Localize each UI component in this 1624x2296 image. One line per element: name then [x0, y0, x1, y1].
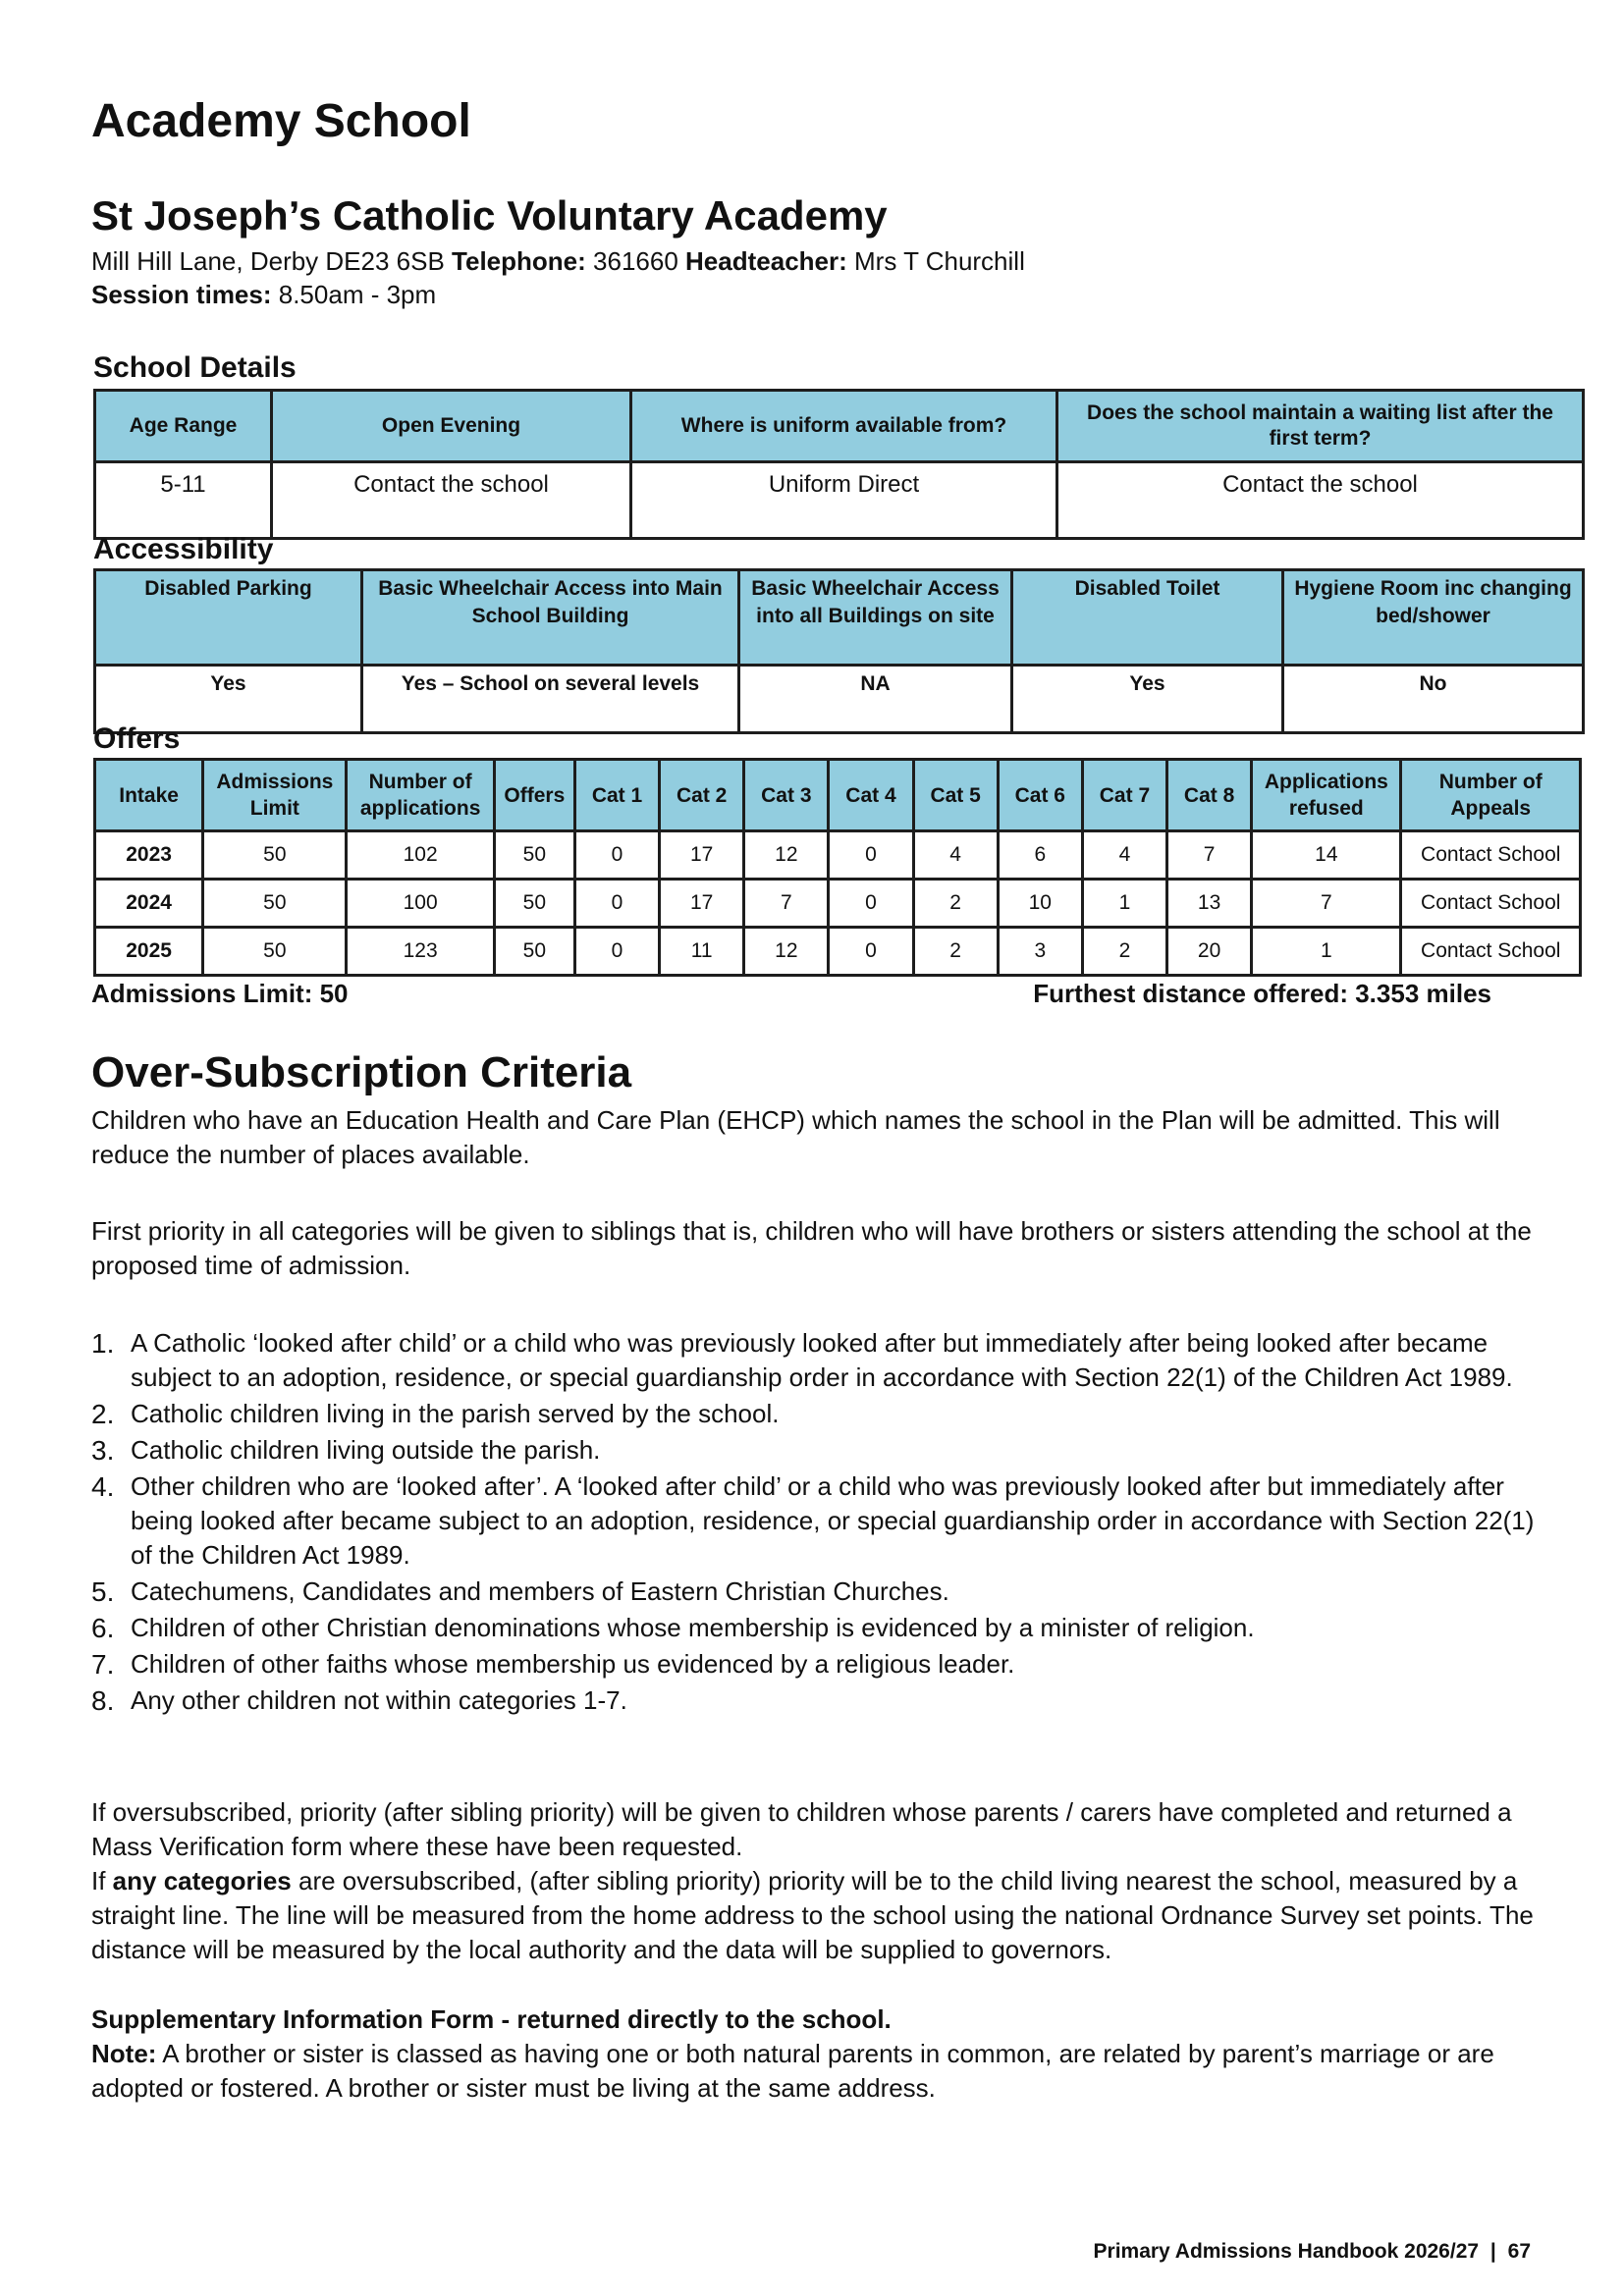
page-number: 67 — [1507, 2240, 1531, 2263]
header-cell: Basic Wheelchair Access into Main School Building — [362, 570, 739, 666]
list-item-text: Children of other faiths whose membership us evidenced by a religious leader. — [131, 1649, 1015, 1679]
list-item-text: Other children who are ‘looked after’. A ‘looked after child’ or a child who was previously looked after but immediately after being looked after became subject to an adoption, residence, or special guardianship order in accordance with Section 22(1) of the Children Act 1989. — [131, 1471, 1535, 1570]
table-cell: 3 — [998, 928, 1082, 976]
table-cell: 20 — [1167, 928, 1252, 976]
telephone-label: Telephone: — [452, 246, 586, 276]
table-row — [95, 928, 1581, 976]
header-cell: Disabled Parking — [95, 570, 362, 666]
table-cell: 2 — [913, 880, 998, 928]
header-cell: Cat 2 — [660, 760, 744, 831]
table-cell: 0 — [574, 831, 659, 880]
table-cell: 2 — [913, 928, 998, 976]
school-details-table — [93, 389, 1585, 540]
table-cell: Contact School — [1401, 928, 1581, 976]
table-cell: 0 — [829, 928, 913, 976]
list-item-text: Any other children not within categories 1-7. — [131, 1685, 627, 1715]
session-line — [91, 279, 436, 310]
sibling-note — [91, 2037, 1535, 2106]
list-item — [91, 1647, 1535, 1682]
distance-rule-bold: any categories — [112, 1866, 292, 1896]
header-cell: Hygiene Room inc changing bed/shower — [1283, 570, 1584, 666]
table-cell: 50 — [494, 831, 574, 880]
header-cell: Cat 4 — [829, 760, 913, 831]
table-cell: 10 — [998, 880, 1082, 928]
header-cell: Applications refused — [1252, 760, 1401, 831]
table-cell: 0 — [829, 831, 913, 880]
mass-verification-text: If oversubscribed, priority (after sibling priority) will be given to children whose parents / carers have completed and returned a Mass Verification form where these have been requested. — [91, 1797, 1512, 1861]
header-cell: Number of Appeals — [1401, 760, 1581, 831]
table-cell: 50 — [494, 880, 574, 928]
header-cell: Cat 6 — [998, 760, 1082, 831]
table-cell: 14 — [1252, 831, 1401, 880]
list-item — [91, 1683, 1535, 1718]
header-cell: Where is uniform available from? — [631, 391, 1057, 462]
list-item-number: 6. — [91, 1613, 115, 1643]
table-cell: 7 — [1252, 880, 1401, 928]
table-cell: 11 — [660, 928, 744, 976]
list-item-text: Catholic children living in the parish served by the school. — [131, 1399, 780, 1428]
school-details-heading: School Details — [93, 351, 297, 384]
session-value: 8.50am - 3pm — [278, 280, 437, 309]
headteacher-value: Mrs T Churchill — [854, 246, 1025, 276]
criteria-intro-siblings: First priority in all categories will be given to siblings that is, children who will have brothers or sisters attending the school at the proposed time of admission. — [91, 1216, 1532, 1280]
list-item-number: 5. — [91, 1576, 115, 1607]
handbook-title: Primary Admissions Handbook 2026/27 — [1093, 2240, 1480, 2263]
table-cell: 0 — [574, 880, 659, 928]
table-cell: 50 — [203, 880, 347, 928]
table-cell: 50 — [203, 928, 347, 976]
contact-line — [91, 245, 1025, 277]
table-cell: 2024 — [95, 880, 203, 928]
table-cell: 12 — [744, 831, 829, 880]
header-cell: Basic Wheelchair Access into all Buildings on site — [739, 570, 1012, 666]
list-item — [91, 1611, 1535, 1645]
details-header-row — [95, 391, 1584, 462]
note-text: A brother or sister is classed as having one or both natural parents in common, are related by parent’s marriage or are adopted or fostered. A brother or sister must be living at the same address. — [91, 2039, 1494, 2103]
list-item — [91, 1326, 1535, 1395]
table-cell: 17 — [660, 880, 744, 928]
accessibility-heading: Accessibility — [93, 533, 274, 565]
table-cell: Uniform Direct — [631, 462, 1057, 539]
page-footer — [1094, 2240, 1531, 2264]
school-address: Mill Hill Lane, Derby DE23 6SB — [91, 246, 445, 276]
table-cell: 1 — [1252, 928, 1401, 976]
header-cell: Cat 1 — [574, 760, 659, 831]
header-cell: Intake — [95, 760, 203, 831]
table-cell: 1 — [1082, 880, 1166, 928]
list-item — [91, 1469, 1535, 1573]
list-item-number: 4. — [91, 1471, 115, 1502]
table-cell: 100 — [347, 880, 494, 928]
table-cell: 123 — [347, 928, 494, 976]
table-cell: 12 — [744, 928, 829, 976]
table-cell: 7 — [1167, 831, 1252, 880]
table-cell: 4 — [1082, 831, 1166, 880]
details-data-row — [95, 462, 1584, 539]
table-row — [95, 880, 1581, 928]
distance-rule-text — [91, 1864, 1535, 1967]
table-cell: 50 — [203, 831, 347, 880]
criteria-intro-ehcp: Children who have an Education Health and Care Plan (EHCP) which names the school in the Plan will be admitted. This will reduce the number of places available. — [91, 1105, 1500, 1169]
table-cell: 5-11 — [95, 462, 272, 539]
table-cell: Contact School — [1401, 831, 1581, 880]
headteacher-label: Headteacher: — [685, 246, 847, 276]
offers-heading: Offers — [93, 722, 181, 755]
header-cell: Open Evening — [272, 391, 631, 462]
table-cell: Contact the school — [1057, 462, 1584, 539]
table-cell: Yes — [1012, 666, 1283, 733]
distance-rule-prefix: If — [91, 1866, 113, 1896]
header-cell: Age Range — [95, 391, 272, 462]
supplementary-form-note: Supplementary Information Form - returned directly to the school. — [91, 2004, 892, 2034]
table-cell: 2023 — [95, 831, 203, 880]
table-cell: 0 — [574, 928, 659, 976]
admissions-limit: Admissions Limit: 50 — [91, 979, 349, 1008]
list-item — [91, 1397, 1535, 1431]
list-item-number: 7. — [91, 1649, 115, 1680]
table-cell: Yes – School on several levels — [362, 666, 739, 733]
header-cell: Does the school maintain a waiting list after the first term? — [1057, 391, 1584, 462]
table-cell: Yes — [95, 666, 362, 733]
list-item-text: Catechumens, Candidates and members of Eastern Christian Churches. — [131, 1576, 949, 1606]
school-name: St Joseph’s Catholic Voluntary Academy — [91, 192, 888, 239]
accessibility-table — [93, 568, 1585, 734]
page-heading: Academy School — [91, 95, 471, 147]
table-cell: 2025 — [95, 928, 203, 976]
accessibility-header-row — [95, 570, 1584, 666]
list-item-number: 2. — [91, 1399, 115, 1429]
table-cell: No — [1283, 666, 1584, 733]
table-cell: Contact the school — [272, 462, 631, 539]
header-cell: Cat 3 — [744, 760, 829, 831]
accessibility-data-row — [95, 666, 1584, 733]
table-cell: 4 — [913, 831, 998, 880]
list-item-number: 1. — [91, 1328, 115, 1359]
offers-table — [93, 758, 1582, 977]
list-item-number: 3. — [91, 1435, 115, 1466]
list-item — [91, 1575, 1535, 1609]
footer-separator: | — [1489, 2240, 1496, 2263]
header-cell: Offers — [494, 760, 574, 831]
header-cell: Cat 5 — [913, 760, 998, 831]
list-item-text: Children of other Christian denominations whose membership is evidenced by a minister of religion. — [131, 1613, 1255, 1642]
note-label: Note: — [91, 2039, 157, 2068]
table-cell: NA — [739, 666, 1012, 733]
list-item — [91, 1433, 1535, 1468]
table-cell: 50 — [494, 928, 574, 976]
list-item-number: 8. — [91, 1685, 115, 1716]
criteria-heading: Over-Subscription Criteria — [91, 1048, 632, 1096]
table-cell: Contact School — [1401, 880, 1581, 928]
header-cell: Admissions Limit — [203, 760, 347, 831]
table-cell: 13 — [1167, 880, 1252, 928]
header-cell: Cat 7 — [1082, 760, 1166, 831]
session-label: Session times: — [91, 280, 272, 309]
furthest-distance: Furthest distance offered: 3.353 miles — [1033, 979, 1491, 1008]
telephone-value: 361660 — [593, 246, 678, 276]
distance-rule-rest: are oversubscribed, (after sibling priority) priority will be to the child living nearest the school, measured by a straight line. The line will be measured from the home address to the school using the national Ordnance Survey set points. The distance will be measured by the local authority and the data will be supplied to governors. — [91, 1866, 1534, 1964]
header-cell: Number of applications — [347, 760, 494, 831]
table-cell: 0 — [829, 880, 913, 928]
table-cell: 6 — [998, 831, 1082, 880]
offers-header-row — [95, 760, 1581, 831]
criteria-list — [91, 1326, 1535, 1720]
table-row — [95, 831, 1581, 880]
list-item-text: Catholic children living outside the parish. — [131, 1435, 601, 1465]
list-item-text: A Catholic ‘looked after child’ or a child who was previously looked after but immediately after being looked after became subject to an adoption, residence, or special guardianship order in accordance with Section 22(1) of the Children Act 1989. — [131, 1328, 1513, 1392]
header-cell: Disabled Toilet — [1012, 570, 1283, 666]
table-cell: 2 — [1082, 928, 1166, 976]
header-cell: Cat 8 — [1167, 760, 1252, 831]
table-cell: 102 — [347, 831, 494, 880]
table-cell: 17 — [660, 831, 744, 880]
table-cell: 7 — [744, 880, 829, 928]
